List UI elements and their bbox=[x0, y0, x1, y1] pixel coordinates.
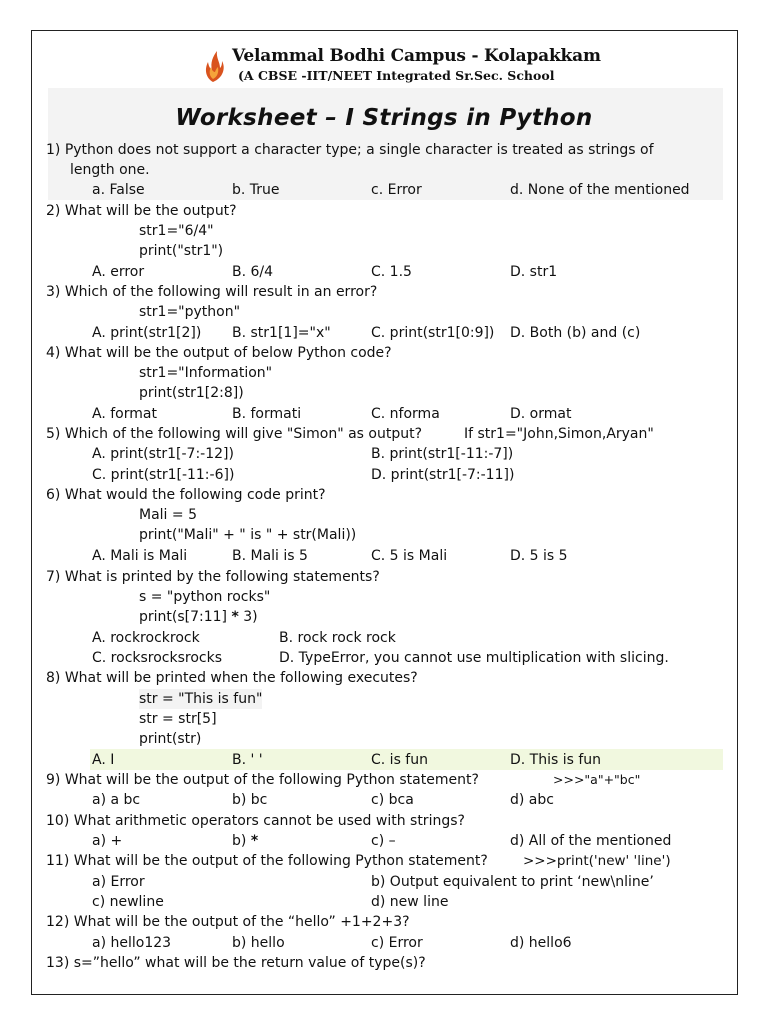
question-12: 12) What will be the output of the “hello” +1+2+3? bbox=[46, 914, 410, 930]
option-a[interactable]: A. I bbox=[92, 752, 115, 768]
worksheet-title: Worksheet – I Strings in Python bbox=[175, 105, 593, 131]
code-line: s = "python rocks" bbox=[139, 589, 271, 605]
question-10: 10) What arithmetic operators cannot be used with strings? bbox=[46, 813, 465, 829]
question-5-note: If str1="John,Simon,Aryan" bbox=[464, 426, 654, 442]
code-line: str1="Information" bbox=[139, 365, 273, 381]
question-9-note: >>>"a"+"bc" bbox=[553, 772, 641, 787]
option-b[interactable]: B. formati bbox=[232, 406, 302, 422]
option-b[interactable]: B. ' ' bbox=[232, 752, 263, 768]
code-line: str = "This is fun" bbox=[139, 691, 263, 707]
option-b[interactable]: B. 6/4 bbox=[232, 264, 274, 280]
flame-logo-icon bbox=[198, 48, 228, 84]
code-line: print("str1") bbox=[139, 243, 224, 259]
question-8-options bbox=[0, 750, 768, 770]
code-line: print(str) bbox=[139, 731, 202, 747]
option-a[interactable]: A. error bbox=[92, 264, 145, 280]
question-6: 6) What would the following code print? bbox=[46, 487, 326, 503]
code-fragment: print(s[7:11] bbox=[139, 609, 232, 625]
school-header bbox=[190, 42, 601, 88]
option-b-label: b) bbox=[232, 833, 251, 849]
school-subtitle: (A CBSE -IIT/NEET Integrated Sr.Sec. School bbox=[238, 68, 555, 83]
option-b[interactable]: b) hello bbox=[232, 935, 285, 951]
option-b[interactable]: b) bc bbox=[232, 792, 268, 808]
option-b[interactable]: b) Output equivalent to print ‘new\nline’ bbox=[371, 874, 654, 890]
code-line: str1="6/4" bbox=[139, 223, 214, 239]
option-d[interactable]: d) abc bbox=[510, 792, 554, 808]
option-a[interactable]: A. print(str1[2]) bbox=[92, 325, 202, 341]
option-d[interactable]: d. None of the mentioned bbox=[510, 182, 690, 198]
question-7: 7) What is printed by the following statements? bbox=[46, 569, 380, 585]
question-12-options bbox=[0, 933, 768, 953]
option-d[interactable]: D. TypeError, you cannot use multiplication with slicing. bbox=[279, 650, 669, 666]
option-b[interactable]: b. True bbox=[232, 182, 280, 198]
option-a[interactable]: A. rockrockrock bbox=[92, 630, 200, 646]
question-11: 11) What will be the output of the following Python statement? bbox=[46, 853, 488, 869]
question-11-options-row2 bbox=[0, 892, 768, 912]
question-6-options bbox=[0, 546, 768, 566]
option-c[interactable]: c) Error bbox=[371, 935, 423, 951]
option-b[interactable]: B. rock rock rock bbox=[279, 630, 396, 646]
option-b[interactable]: B. str1[1]="x" bbox=[232, 325, 331, 341]
question-11-options-row1 bbox=[0, 872, 768, 892]
question-5: 5) Which of the following will give "Simon" as output? bbox=[46, 426, 423, 442]
question-10-options bbox=[0, 831, 768, 851]
option-d[interactable]: d) new line bbox=[371, 894, 449, 910]
question-5-options-row2 bbox=[0, 465, 768, 485]
question-11-note: >>>print('new' 'line') bbox=[523, 853, 671, 869]
question-1-options bbox=[0, 180, 768, 200]
option-a[interactable]: a) Error bbox=[92, 874, 145, 890]
option-a[interactable]: A. print(str1[-7:-12]) bbox=[92, 446, 234, 462]
option-c[interactable]: C. 5 is Mali bbox=[371, 548, 448, 564]
code-line: print("Mali" + " is " + str(Mali)) bbox=[139, 527, 357, 543]
question-13: 13) s=”hello” what will be the return value of type(s)? bbox=[46, 955, 426, 971]
question-4: 4) What will be the output of below Python code? bbox=[46, 345, 392, 361]
option-c[interactable]: C. 1.5 bbox=[371, 264, 412, 280]
question-5-row bbox=[0, 424, 768, 444]
option-d[interactable]: D. Both (b) and (c) bbox=[510, 325, 641, 341]
question-2: 2) What will be the output? bbox=[46, 203, 237, 219]
question-3-options bbox=[0, 323, 768, 343]
multiply-operator: * bbox=[250, 833, 259, 849]
option-a[interactable]: a) hello123 bbox=[92, 935, 172, 951]
school-name: Velammal Bodhi Campus - Kolapakkam bbox=[232, 46, 601, 66]
option-a[interactable]: A. format bbox=[92, 406, 157, 422]
question-5-options-row1 bbox=[0, 444, 768, 464]
option-c[interactable]: c. Error bbox=[371, 182, 422, 198]
question-7-options-row2 bbox=[0, 648, 768, 668]
option-d[interactable]: D. str1 bbox=[510, 264, 558, 280]
code-line: print(str1[2:8]) bbox=[139, 385, 244, 401]
question-2-options bbox=[0, 262, 768, 282]
option-c[interactable]: C. nforma bbox=[371, 406, 440, 422]
question-4-options bbox=[0, 404, 768, 424]
option-a[interactable]: A. Mali is Mali bbox=[92, 548, 188, 564]
option-c[interactable]: C. rocksrocksrocks bbox=[92, 650, 223, 666]
option-b[interactable]: B. Mali is 5 bbox=[232, 548, 308, 564]
question-9-row bbox=[0, 770, 768, 790]
multiply-operator: * bbox=[231, 609, 239, 625]
code-line: str = str[5] bbox=[139, 711, 217, 727]
question-7-options-row1 bbox=[0, 628, 768, 648]
option-a[interactable]: a) + bbox=[92, 833, 123, 849]
question-9-options bbox=[0, 790, 768, 810]
option-a[interactable]: a) a bc bbox=[92, 792, 141, 808]
option-d[interactable]: D. 5 is 5 bbox=[510, 548, 568, 564]
option-c[interactable]: c) – bbox=[371, 833, 396, 849]
option-c[interactable]: c) bca bbox=[371, 792, 414, 808]
question-11-row bbox=[0, 851, 768, 871]
code-fragment: 3) bbox=[238, 609, 258, 625]
option-b[interactable]: B. print(str1[-11:-7]) bbox=[371, 446, 514, 462]
option-b[interactable] bbox=[232, 831, 258, 851]
option-d[interactable]: d) All of the mentioned bbox=[510, 833, 672, 849]
option-c[interactable]: C. print(str1[-11:-6]) bbox=[92, 467, 235, 483]
option-c[interactable]: C. is fun bbox=[371, 752, 428, 768]
option-c[interactable]: c) newline bbox=[92, 894, 164, 910]
option-d[interactable]: D. print(str1[-7:-11]) bbox=[371, 467, 515, 483]
option-c[interactable]: C. print(str1[0:9]) bbox=[371, 325, 495, 341]
option-a[interactable]: a. False bbox=[92, 182, 145, 198]
option-d[interactable]: D. ormat bbox=[510, 406, 572, 422]
option-d[interactable]: D. This is fun bbox=[510, 752, 602, 768]
question-3: 3) Which of the following will result in an error? bbox=[46, 284, 378, 300]
question-1-continued: length one. bbox=[70, 162, 150, 178]
code-line: Mali = 5 bbox=[139, 507, 197, 523]
code-line: str1="python" bbox=[139, 304, 241, 320]
question-1: 1) Python does not support a character type; a single character is treated as strings of bbox=[46, 142, 654, 158]
question-8: 8) What will be printed when the following executes? bbox=[46, 670, 418, 686]
question-9: 9) What will be the output of the following Python statement? bbox=[46, 772, 479, 788]
code-line bbox=[139, 607, 258, 627]
option-d[interactable]: d) hello6 bbox=[510, 935, 572, 951]
